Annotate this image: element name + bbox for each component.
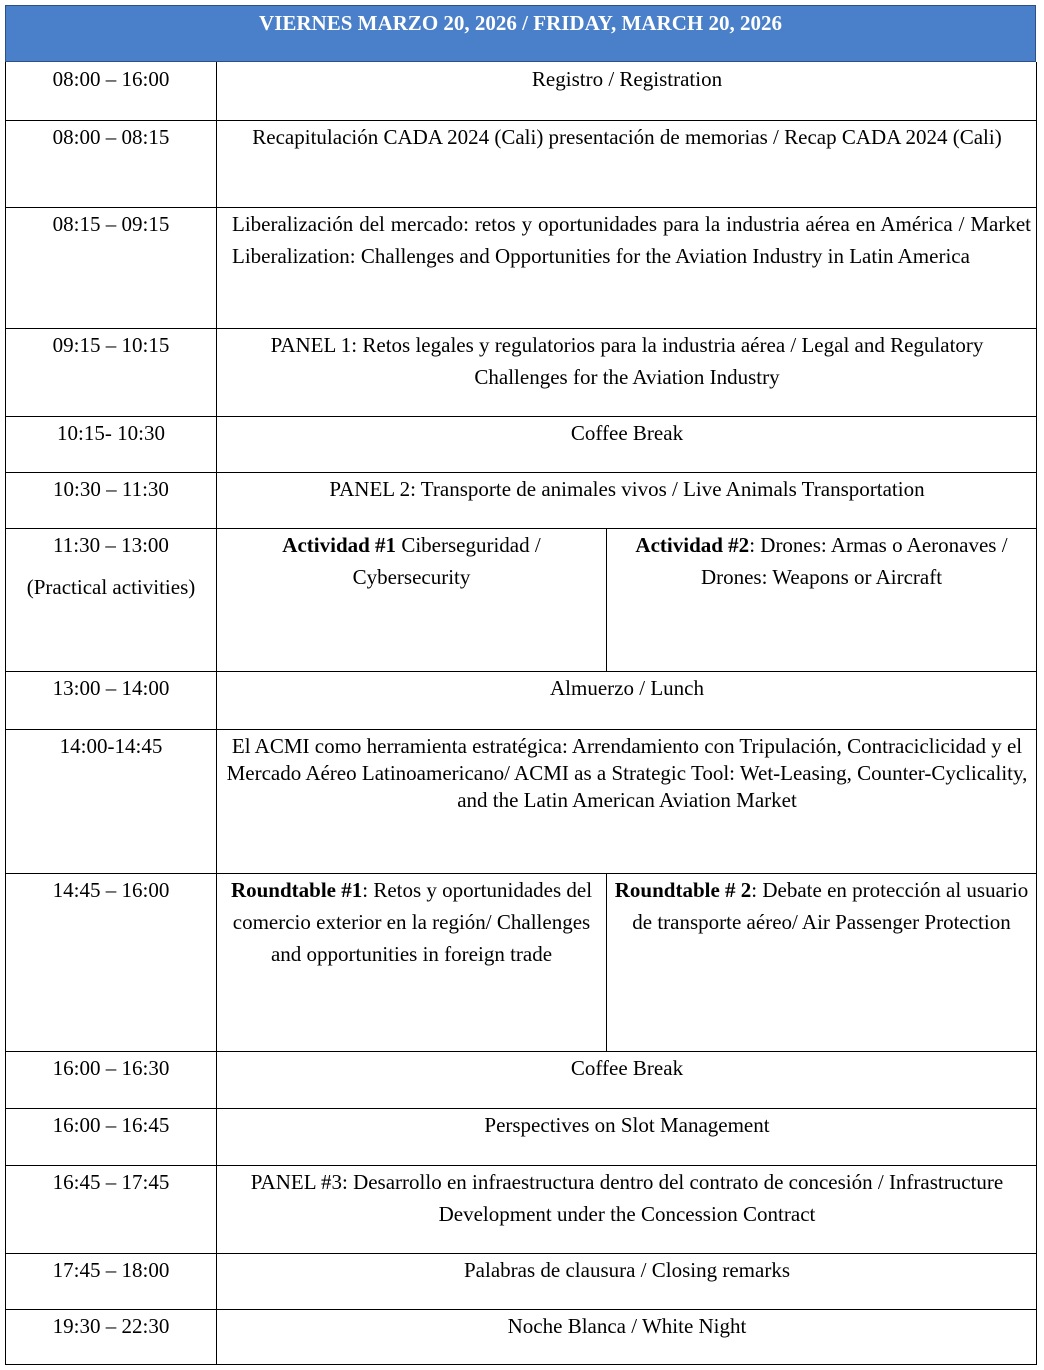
time-cell: 10:15- 10:30: [57, 421, 165, 445]
roundtable-1-cell: [217, 873, 606, 1051]
table-row: [5, 120, 1037, 207]
time-cell: 17:45 – 18:00: [52, 1258, 170, 1282]
time-cell: 14:00-14:45: [59, 734, 163, 758]
event-cell: Noche Blanca / White Night: [507, 1314, 747, 1338]
event-cell: PANEL #3: Desarrollo en infraestructura dentro del contrato de concesión / Infrastructure Development under the Concession Contract: [250, 1170, 1004, 1226]
time-cell: 14:45 – 16:00: [52, 878, 170, 902]
table-row: [5, 729, 1037, 873]
table-row: [5, 671, 1037, 729]
event-cell: Palabras de clausura / Closing remarks: [464, 1258, 790, 1282]
roundtable-1-title: Roundtable #1: [230, 878, 363, 902]
table-row: [5, 1309, 1037, 1364]
schedule-header: VIERNES MARZO 20, 2026 / FRIDAY, MARCH 20, 2026: [5, 5, 1036, 62]
time-cell: 08:00 – 16:00: [52, 67, 170, 91]
time-cell: 16:45 – 17:45: [52, 1170, 170, 1194]
time-cell: 08:15 – 09:15: [52, 212, 170, 236]
table-row: [5, 62, 1037, 120]
event-cell: PANEL 1: Retos legales y regulatorios para la industria aérea / Legal and Regulatory Challenges for the Aviation Industry: [270, 333, 984, 389]
time-cell: 13:00 – 14:00: [52, 676, 170, 700]
time-cell: 10:30 – 11:30: [53, 477, 169, 501]
table-row: [5, 207, 1037, 328]
activity-1-text: Ciberseguridad / Cybersecurity: [352, 533, 541, 589]
time-cell: 19:30 – 22:30: [52, 1314, 170, 1338]
table-row: [5, 1253, 1037, 1309]
event-cell: Almuerzo / Lunch: [550, 676, 704, 700]
event-cell: Liberalización del mercado: retos y oportunidades para la industria aérea en América / Market Liberalization: Challenges and Opportunities for the Aviation Industry in Latin America: [232, 212, 1031, 268]
time-cell: 16:00 – 16:30: [52, 1056, 170, 1080]
table-row: [5, 873, 1037, 1051]
activity-2-text: : Drones: Armas o Aeronaves / Drones: Weapons or Aircraft: [700, 533, 1008, 589]
roundtable-1-text: : Retos y oportunidades del comercio exterior en la región/ Challenges and opportunities in foreign trade: [232, 878, 593, 966]
table-row: [5, 328, 1037, 416]
activity-1-cell: [217, 528, 606, 671]
event-cell: Recapitulación CADA 2024 (Cali) presentación de memorias / Recap CADA 2024 (Cali): [252, 125, 1002, 149]
event-cell: El ACMI como herramienta estratégica: Arrendamiento con Tripulación, Contraciclicidad y el Mercado Aéreo Latinoamericano/ ACMI as a Strategic Tool: Wet-Leasing, Counter-Cyclicality, and the Latin American Aviation Market: [226, 734, 1028, 812]
table-row: [5, 1165, 1037, 1253]
event-cell: Coffee Break: [570, 421, 684, 445]
table-row: [5, 1051, 1037, 1108]
roundtable-2-cell: [606, 873, 1037, 1051]
time-note: (Practical activities): [26, 575, 196, 599]
activity-1-title: Actividad #1: [282, 533, 397, 557]
table-row: [5, 528, 1037, 671]
table-row: [5, 1108, 1037, 1165]
event-cell: PANEL 2: Transporte de animales vivos / Live Animals Transportation: [329, 477, 925, 501]
activity-2-title: Actividad #2: [635, 533, 750, 557]
activity-2-cell: [606, 528, 1037, 671]
time-cell: 16:00 – 16:45: [52, 1113, 170, 1137]
table-row: [5, 416, 1037, 472]
roundtable-2-text: : Debate en protección al usuario de transporte aéreo/ Air Passenger Protection: [632, 878, 1029, 934]
schedule-table: [5, 5, 1037, 1365]
time-label: 11:30 – 13:00: [53, 533, 169, 557]
roundtable-2-title: Roundtable # 2: [614, 878, 752, 902]
time-cell: 09:15 – 10:15: [52, 333, 170, 357]
event-cell: Coffee Break: [570, 1056, 684, 1080]
time-cell: [5, 528, 217, 671]
event-cell: Registro / Registration: [531, 67, 723, 91]
table-row: [5, 472, 1037, 528]
time-cell: 08:00 – 08:15: [52, 125, 170, 149]
event-cell: Perspectives on Slot Management: [484, 1113, 770, 1137]
